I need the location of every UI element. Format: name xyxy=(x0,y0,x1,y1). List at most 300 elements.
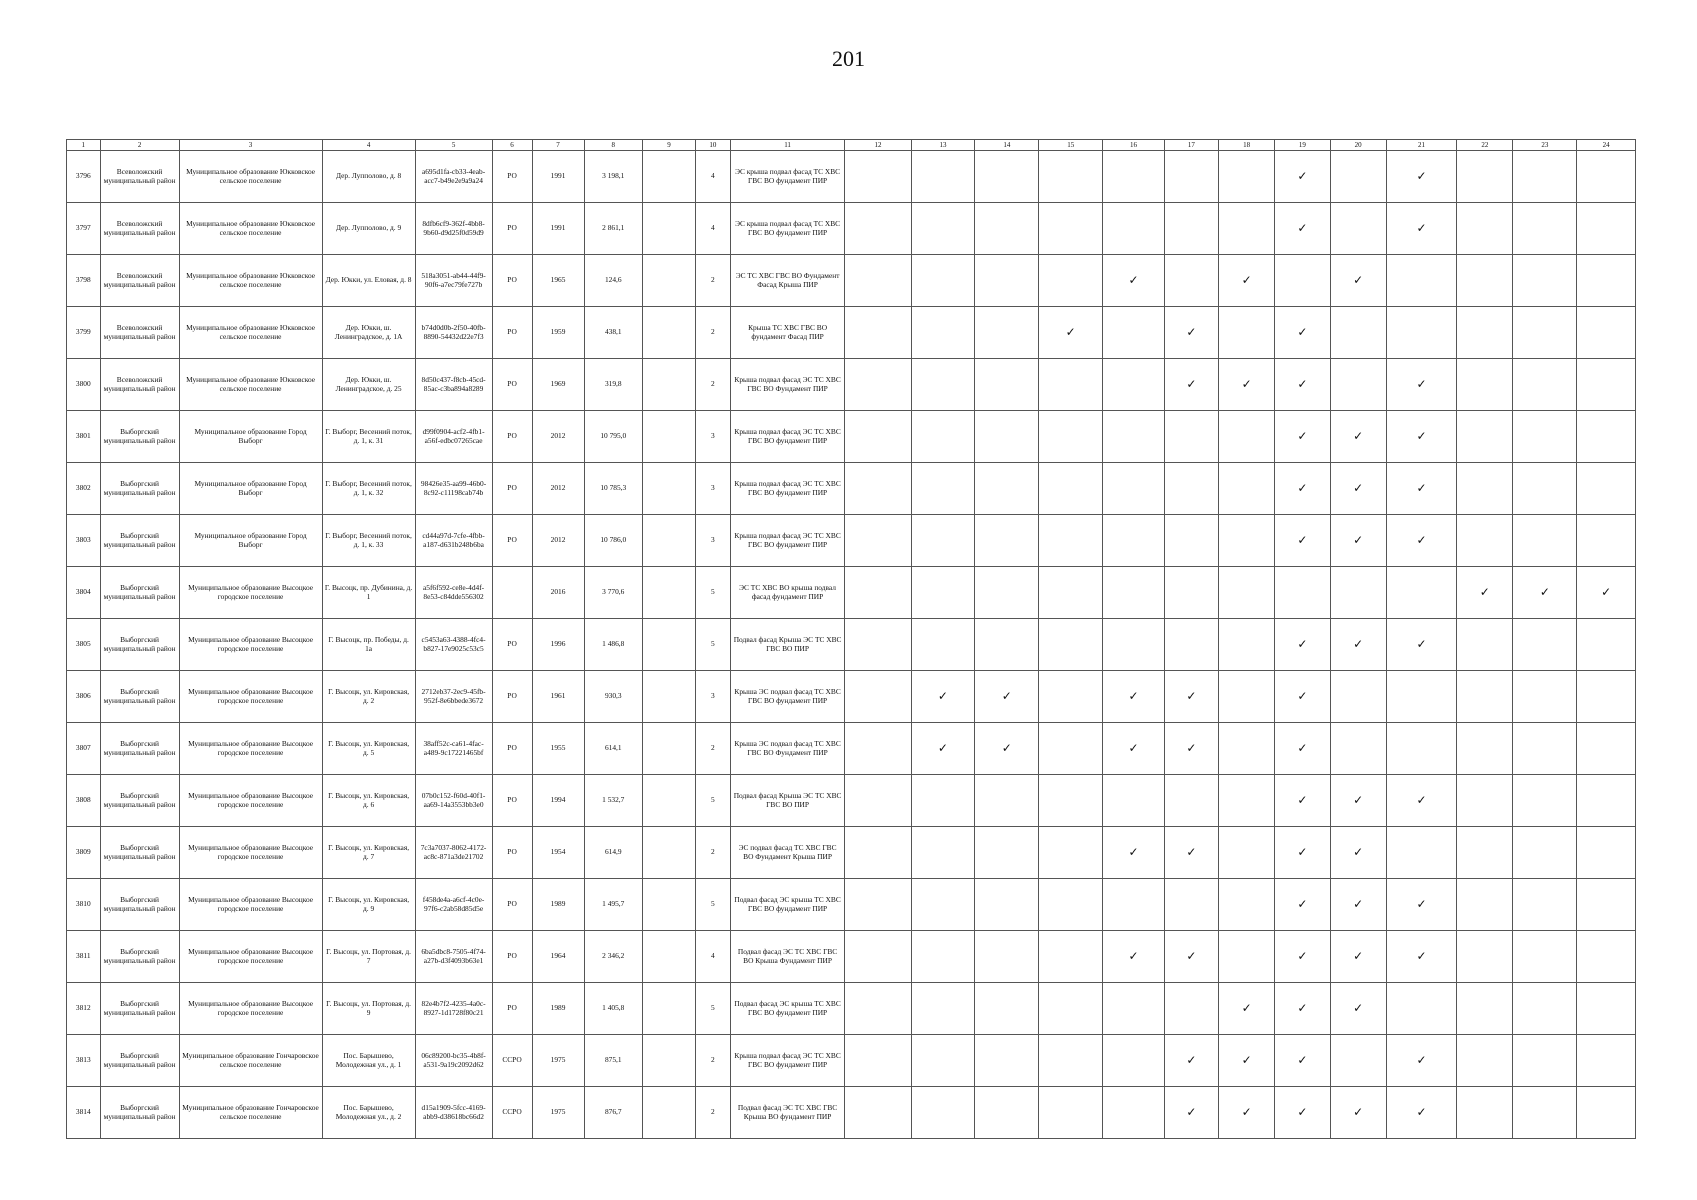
empty-cell xyxy=(911,1035,975,1087)
row-number: 3801 xyxy=(67,411,101,463)
address-cell: Дер. Юкки, ул. Еловая, д. 8 xyxy=(322,255,415,307)
fund-type-cell: РО xyxy=(492,931,532,983)
empty-cell xyxy=(1513,775,1577,827)
col10-cell: 5 xyxy=(696,775,731,827)
page-number: 201 xyxy=(832,46,865,71)
column-number: 8 xyxy=(584,140,642,151)
empty-cell xyxy=(845,359,911,411)
column-number: 23 xyxy=(1513,140,1577,151)
check-mark-icon: ✓ xyxy=(1275,151,1330,203)
check-mark-icon: ✓ xyxy=(1275,723,1330,775)
address-cell: Г. Выборг, Весенний поток, д. 1, к. 32 xyxy=(322,463,415,515)
table-row xyxy=(67,775,1636,827)
empty-cell xyxy=(1039,411,1103,463)
empty-cell xyxy=(1164,255,1218,307)
empty-cell xyxy=(1577,255,1636,307)
empty-cell xyxy=(1164,879,1218,931)
empty-cell xyxy=(1577,203,1636,255)
empty-cell xyxy=(1513,723,1577,775)
empty-cell xyxy=(1275,255,1330,307)
column-number: 7 xyxy=(532,140,584,151)
empty-cell xyxy=(1103,307,1165,359)
district-cell: Всеволожский муниципальный район xyxy=(100,203,179,255)
address-cell: Г. Высоцк, ул. Кировская, д. 2 xyxy=(322,671,415,723)
works-list-cell: ЭС крыша подвал фасад ТС ХВС ГВС ВО фундамент ПИР xyxy=(730,151,845,203)
empty-cell xyxy=(911,411,975,463)
empty-cell xyxy=(1457,307,1513,359)
column-number: 22 xyxy=(1457,140,1513,151)
works-list-cell: Подвал фасад Крыша ЭС ТС ХВС ГВС ВО ПИР xyxy=(730,775,845,827)
works-list-cell: Крыша ЭС подвал фасад ТС ХВС ГВС ВО фундамент ПИР xyxy=(730,671,845,723)
area-cell: 1 405,8 xyxy=(584,983,642,1035)
column-number: 17 xyxy=(1164,140,1218,151)
building-code-cell: 2712eb37-2ec9-45fb-952f-8e6bbede3672 xyxy=(415,671,492,723)
fund-type-cell: РО xyxy=(492,515,532,567)
check-mark-icon: ✓ xyxy=(1103,723,1165,775)
building-code-cell: 8d50c437-f8cb-45cd-85ac-c3ba894a8289 xyxy=(415,359,492,411)
check-mark-icon: ✓ xyxy=(1386,931,1456,983)
col10-cell: 4 xyxy=(696,151,731,203)
year-built-cell: 1965 xyxy=(532,255,584,307)
col9-cell xyxy=(643,931,696,983)
empty-cell xyxy=(1218,671,1274,723)
check-mark-icon: ✓ xyxy=(975,723,1039,775)
empty-cell xyxy=(1103,359,1165,411)
municipality-cell: Муниципальное образование Юкковское сельское поселение xyxy=(179,307,322,359)
col9-cell xyxy=(643,1035,696,1087)
empty-cell xyxy=(1103,619,1165,671)
district-cell: Выборгский муниципальный район xyxy=(100,775,179,827)
building-code-cell: b74d0d0b-2f50-40fb-8890-54432d22e7f3 xyxy=(415,307,492,359)
address-cell: Пос. Барышево, Молодежная ул., д. 1 xyxy=(322,1035,415,1087)
area-cell: 124,6 xyxy=(584,255,642,307)
empty-cell xyxy=(1577,931,1636,983)
table-row xyxy=(67,619,1636,671)
check-mark-icon: ✓ xyxy=(1386,775,1456,827)
empty-cell xyxy=(911,463,975,515)
empty-cell xyxy=(911,359,975,411)
check-mark-icon: ✓ xyxy=(1275,359,1330,411)
area-cell: 10 785,3 xyxy=(584,463,642,515)
year-built-cell: 1989 xyxy=(532,879,584,931)
table-row xyxy=(67,1035,1636,1087)
check-mark-icon: ✓ xyxy=(1386,515,1456,567)
empty-cell xyxy=(1457,723,1513,775)
empty-cell xyxy=(1218,827,1274,879)
empty-cell xyxy=(845,723,911,775)
col10-cell: 2 xyxy=(696,1087,731,1139)
col10-cell: 4 xyxy=(696,203,731,255)
table-row xyxy=(67,151,1636,203)
check-mark-icon: ✓ xyxy=(1218,1035,1274,1087)
check-mark-icon: ✓ xyxy=(1218,255,1274,307)
works-list-cell: Подвал фасад ЭС крыша ТС ХВС ГВС ВО фундамент ПИР xyxy=(730,983,845,1035)
fund-type-cell: РО xyxy=(492,879,532,931)
empty-cell xyxy=(845,255,911,307)
empty-cell xyxy=(1039,567,1103,619)
empty-cell xyxy=(1386,307,1456,359)
empty-cell xyxy=(845,203,911,255)
empty-cell xyxy=(1577,775,1636,827)
check-mark-icon: ✓ xyxy=(911,671,975,723)
col10-cell: 5 xyxy=(696,879,731,931)
empty-cell xyxy=(845,879,911,931)
column-number: 14 xyxy=(975,140,1039,151)
district-cell: Выборгский муниципальный район xyxy=(100,879,179,931)
check-mark-icon: ✓ xyxy=(1218,359,1274,411)
district-cell: Выборгский муниципальный район xyxy=(100,983,179,1035)
fund-type-cell: РО xyxy=(492,775,532,827)
district-cell: Выборгский муниципальный район xyxy=(100,671,179,723)
municipality-cell: Муниципальное образование Город Выборг xyxy=(179,515,322,567)
works-list-cell: Крыша подвал фасад ЭС ТС ХВС ГВС ВО фундамент ПИР xyxy=(730,515,845,567)
area-cell: 1 532,7 xyxy=(584,775,642,827)
empty-cell xyxy=(1039,827,1103,879)
works-list-cell: Подвал фасад Крыша ЭС ТС ХВС ГВС ВО ПИР xyxy=(730,619,845,671)
year-built-cell: 2012 xyxy=(532,463,584,515)
building-code-cell: 98426e35-aa99-46b0-8c92-c11198cab74b xyxy=(415,463,492,515)
fund-type-cell: РО xyxy=(492,723,532,775)
check-mark-icon: ✓ xyxy=(1218,983,1274,1035)
col10-cell: 2 xyxy=(696,359,731,411)
district-cell: Выборгский муниципальный район xyxy=(100,931,179,983)
empty-cell xyxy=(975,411,1039,463)
empty-cell xyxy=(975,359,1039,411)
row-number: 3810 xyxy=(67,879,101,931)
column-number: 2 xyxy=(100,140,179,151)
district-cell: Выборгский муниципальный район xyxy=(100,463,179,515)
col9-cell xyxy=(643,151,696,203)
table-row xyxy=(67,671,1636,723)
check-mark-icon: ✓ xyxy=(1164,671,1218,723)
column-number: 21 xyxy=(1386,140,1456,151)
empty-cell xyxy=(1330,203,1386,255)
check-mark-icon: ✓ xyxy=(1039,307,1103,359)
empty-cell xyxy=(1577,359,1636,411)
empty-cell xyxy=(911,255,975,307)
address-cell: Г. Высоцк, ул. Кировская, д. 9 xyxy=(322,879,415,931)
column-number: 15 xyxy=(1039,140,1103,151)
empty-cell xyxy=(975,1087,1039,1139)
year-built-cell: 1964 xyxy=(532,931,584,983)
empty-cell xyxy=(975,463,1039,515)
building-code-cell: 07b0c152-f60d-40f1-aa69-14a3553bb3e0 xyxy=(415,775,492,827)
empty-cell xyxy=(1457,775,1513,827)
column-number: 1 xyxy=(67,140,101,151)
municipality-cell: Муниципальное образование Город Выборг xyxy=(179,411,322,463)
empty-cell xyxy=(1457,827,1513,879)
fund-type-cell: РО xyxy=(492,983,532,1035)
table-row xyxy=(67,1087,1636,1139)
area-cell: 614,9 xyxy=(584,827,642,879)
empty-cell xyxy=(1039,151,1103,203)
district-cell: Всеволожский муниципальный район xyxy=(100,359,179,411)
district-cell: Всеволожский муниципальный район xyxy=(100,307,179,359)
area-cell: 2 346,2 xyxy=(584,931,642,983)
empty-cell xyxy=(845,931,911,983)
municipality-cell: Муниципальное образование Высоцкое городское поселение xyxy=(179,671,322,723)
row-number: 3800 xyxy=(67,359,101,411)
empty-cell xyxy=(1457,1087,1513,1139)
empty-cell xyxy=(1513,931,1577,983)
municipality-cell: Муниципальное образование Высоцкое городское поселение xyxy=(179,983,322,1035)
row-number: 3807 xyxy=(67,723,101,775)
empty-cell xyxy=(911,931,975,983)
empty-cell xyxy=(975,515,1039,567)
municipality-cell: Муниципальное образование Высоцкое городское поселение xyxy=(179,619,322,671)
check-mark-icon: ✓ xyxy=(1103,827,1165,879)
empty-cell xyxy=(975,879,1039,931)
check-mark-icon: ✓ xyxy=(1386,411,1456,463)
building-code-cell: d15a1909-5fcc-4169-abb9-d38618bc66d2 xyxy=(415,1087,492,1139)
empty-cell xyxy=(1039,619,1103,671)
column-number: 5 xyxy=(415,140,492,151)
empty-cell xyxy=(1103,515,1165,567)
empty-cell xyxy=(1457,983,1513,1035)
district-cell: Выборгский муниципальный район xyxy=(100,723,179,775)
row-number: 3796 xyxy=(67,151,101,203)
works-list-cell: ЭС крыша подвал фасад ТС ХВС ГВС ВО фундамент ПИР xyxy=(730,203,845,255)
address-cell: Дер. Лупполово, д. 8 xyxy=(322,151,415,203)
col10-cell: 3 xyxy=(696,411,731,463)
district-cell: Выборгский муниципальный район xyxy=(100,827,179,879)
building-code-cell: 518a3051-ab44-44f9-90f6-a7ec79fe727b xyxy=(415,255,492,307)
municipality-cell: Муниципальное образование Высоцкое городское поселение xyxy=(179,931,322,983)
check-mark-icon: ✓ xyxy=(1275,1035,1330,1087)
area-cell: 876,7 xyxy=(584,1087,642,1139)
col9-cell xyxy=(643,307,696,359)
empty-cell xyxy=(1577,671,1636,723)
empty-cell xyxy=(845,1087,911,1139)
empty-cell xyxy=(845,619,911,671)
check-mark-icon: ✓ xyxy=(1457,567,1513,619)
address-cell: Г. Высоцк, ул. Кировская, д. 6 xyxy=(322,775,415,827)
year-built-cell: 1989 xyxy=(532,983,584,1035)
check-mark-icon: ✓ xyxy=(1275,411,1330,463)
check-mark-icon: ✓ xyxy=(1275,203,1330,255)
year-built-cell: 1969 xyxy=(532,359,584,411)
empty-cell xyxy=(1457,619,1513,671)
check-mark-icon: ✓ xyxy=(1275,463,1330,515)
empty-cell xyxy=(1218,307,1274,359)
table-row xyxy=(67,515,1636,567)
empty-cell xyxy=(1218,619,1274,671)
empty-cell xyxy=(975,619,1039,671)
empty-cell xyxy=(1577,307,1636,359)
fund-type-cell: РО xyxy=(492,619,532,671)
empty-cell xyxy=(1103,203,1165,255)
area-cell: 930,3 xyxy=(584,671,642,723)
col10-cell: 3 xyxy=(696,671,731,723)
fund-type-cell: РО xyxy=(492,255,532,307)
empty-cell xyxy=(1513,983,1577,1035)
check-mark-icon: ✓ xyxy=(1275,619,1330,671)
year-built-cell: 1975 xyxy=(532,1087,584,1139)
empty-cell xyxy=(975,203,1039,255)
table-row xyxy=(67,359,1636,411)
empty-cell xyxy=(1103,1035,1165,1087)
year-built-cell: 1991 xyxy=(532,203,584,255)
year-built-cell: 2012 xyxy=(532,411,584,463)
empty-cell xyxy=(1039,723,1103,775)
empty-cell xyxy=(845,151,911,203)
check-mark-icon: ✓ xyxy=(1164,307,1218,359)
municipality-cell: Муниципальное образование Юкковское сельское поселение xyxy=(179,359,322,411)
empty-cell xyxy=(1330,567,1386,619)
address-cell: Г. Выборг, Весенний поток, д. 1, к. 33 xyxy=(322,515,415,567)
empty-cell xyxy=(1039,203,1103,255)
empty-cell xyxy=(1164,619,1218,671)
check-mark-icon: ✓ xyxy=(1330,411,1386,463)
municipality-cell: Муниципальное образование Высоцкое городское поселение xyxy=(179,879,322,931)
empty-cell xyxy=(1039,671,1103,723)
col10-cell: 2 xyxy=(696,1035,731,1087)
check-mark-icon: ✓ xyxy=(1330,775,1386,827)
empty-cell xyxy=(1218,463,1274,515)
empty-cell xyxy=(911,307,975,359)
check-mark-icon: ✓ xyxy=(1330,619,1386,671)
empty-cell xyxy=(1457,931,1513,983)
row-number: 3797 xyxy=(67,203,101,255)
check-mark-icon: ✓ xyxy=(1513,567,1577,619)
empty-cell xyxy=(1103,983,1165,1035)
check-mark-icon: ✓ xyxy=(1330,255,1386,307)
empty-cell xyxy=(845,567,911,619)
year-built-cell: 2012 xyxy=(532,515,584,567)
fund-type-cell: РО xyxy=(492,411,532,463)
col9-cell xyxy=(643,463,696,515)
col9-cell xyxy=(643,619,696,671)
col10-cell: 2 xyxy=(696,255,731,307)
empty-cell xyxy=(1103,879,1165,931)
works-list-cell: Подвал фасад ЭС ТС ХВС ГВС ВО Крыша Фундамент ПИР xyxy=(730,931,845,983)
empty-cell xyxy=(1164,463,1218,515)
municipality-cell: Муниципальное образование Высоцкое городское поселение xyxy=(179,723,322,775)
empty-cell xyxy=(1457,359,1513,411)
address-cell: Дер. Юкки, ш. Ленинградское, д. 25 xyxy=(322,359,415,411)
col9-cell xyxy=(643,359,696,411)
works-list-cell: Крыша ЭС подвал фасад ТС ХВС ГВС ВО Фундамент ПИР xyxy=(730,723,845,775)
check-mark-icon: ✓ xyxy=(1275,931,1330,983)
empty-cell xyxy=(1039,1087,1103,1139)
empty-cell xyxy=(911,879,975,931)
building-code-cell: 38aff52c-ca61-4fac-a489-9c17221465bf xyxy=(415,723,492,775)
check-mark-icon: ✓ xyxy=(1330,463,1386,515)
empty-cell xyxy=(1513,359,1577,411)
col9-cell xyxy=(643,1087,696,1139)
empty-cell xyxy=(911,619,975,671)
empty-cell xyxy=(1218,567,1274,619)
empty-cell xyxy=(1457,203,1513,255)
check-mark-icon: ✓ xyxy=(1330,515,1386,567)
col10-cell: 2 xyxy=(696,307,731,359)
col9-cell xyxy=(643,255,696,307)
empty-cell xyxy=(1577,515,1636,567)
empty-cell xyxy=(975,983,1039,1035)
empty-cell xyxy=(1164,775,1218,827)
empty-cell xyxy=(1330,307,1386,359)
check-mark-icon: ✓ xyxy=(1330,827,1386,879)
col10-cell: 5 xyxy=(696,619,731,671)
check-mark-icon: ✓ xyxy=(911,723,975,775)
row-number: 3805 xyxy=(67,619,101,671)
district-cell: Выборгский муниципальный район xyxy=(100,619,179,671)
header-row xyxy=(67,140,1636,151)
year-built-cell: 1996 xyxy=(532,619,584,671)
row-number: 3809 xyxy=(67,827,101,879)
check-mark-icon: ✓ xyxy=(1275,775,1330,827)
column-number: 3 xyxy=(179,140,322,151)
municipality-cell: Муниципальное образование Гончаровское сельское поселение xyxy=(179,1087,322,1139)
empty-cell xyxy=(911,151,975,203)
fund-type-cell: РО xyxy=(492,671,532,723)
address-cell: Г. Высоцк, пр. Победы, д. 1а xyxy=(322,619,415,671)
fund-type-cell xyxy=(492,567,532,619)
check-mark-icon: ✓ xyxy=(1164,827,1218,879)
year-built-cell: 1954 xyxy=(532,827,584,879)
col10-cell: 3 xyxy=(696,463,731,515)
empty-cell xyxy=(1457,463,1513,515)
empty-cell xyxy=(845,307,911,359)
address-cell: Г. Выборг, Весенний поток, д. 1, к. 31 xyxy=(322,411,415,463)
empty-cell xyxy=(1330,671,1386,723)
col9-cell xyxy=(643,515,696,567)
table-body xyxy=(67,151,1636,1139)
year-built-cell: 1959 xyxy=(532,307,584,359)
check-mark-icon: ✓ xyxy=(1275,307,1330,359)
works-list-cell: ЭС подвал фасад ТС ХВС ГВС ВО Фундамент Крыша ПИР xyxy=(730,827,845,879)
table-row xyxy=(67,983,1636,1035)
address-cell: Пос. Барышево, Молодежная ул., д. 2 xyxy=(322,1087,415,1139)
empty-cell xyxy=(1218,151,1274,203)
building-code-cell: 82e4b7f2-4235-4a0c-8927-1d1728f80c21 xyxy=(415,983,492,1035)
fund-type-cell: РО xyxy=(492,203,532,255)
col10-cell: 2 xyxy=(696,827,731,879)
row-number: 3803 xyxy=(67,515,101,567)
empty-cell xyxy=(1386,827,1456,879)
column-number: 20 xyxy=(1330,140,1386,151)
municipality-cell: Муниципальное образование Юкковское сельское поселение xyxy=(179,151,322,203)
municipality-cell: Муниципальное образование Юкковское сельское поселение xyxy=(179,203,322,255)
empty-cell xyxy=(1513,203,1577,255)
year-built-cell: 1994 xyxy=(532,775,584,827)
district-cell: Всеволожский муниципальный район xyxy=(100,255,179,307)
check-mark-icon: ✓ xyxy=(975,671,1039,723)
empty-cell xyxy=(1386,567,1456,619)
empty-cell xyxy=(911,203,975,255)
empty-cell xyxy=(1457,515,1513,567)
building-code-cell: cd44a97d-7cfe-4fbb-a187-d631b248b6ba xyxy=(415,515,492,567)
empty-cell xyxy=(1218,203,1274,255)
fund-type-cell: РО xyxy=(492,151,532,203)
col9-cell xyxy=(643,879,696,931)
column-number: 19 xyxy=(1275,140,1330,151)
column-number: 6 xyxy=(492,140,532,151)
empty-cell xyxy=(1513,619,1577,671)
empty-cell xyxy=(1330,1035,1386,1087)
building-code-cell: f458de4a-a6cf-4c0e-97f6-c2ab58d85d5e xyxy=(415,879,492,931)
table-row xyxy=(67,307,1636,359)
empty-cell xyxy=(1457,671,1513,723)
empty-cell xyxy=(1103,151,1165,203)
district-cell: Выборгский муниципальный район xyxy=(100,567,179,619)
empty-cell xyxy=(1577,1087,1636,1139)
row-number: 3799 xyxy=(67,307,101,359)
area-cell: 614,1 xyxy=(584,723,642,775)
address-cell: Г. Высоцк, ул. Кировская, д. 7 xyxy=(322,827,415,879)
empty-cell xyxy=(1513,1087,1577,1139)
check-mark-icon: ✓ xyxy=(1386,619,1456,671)
